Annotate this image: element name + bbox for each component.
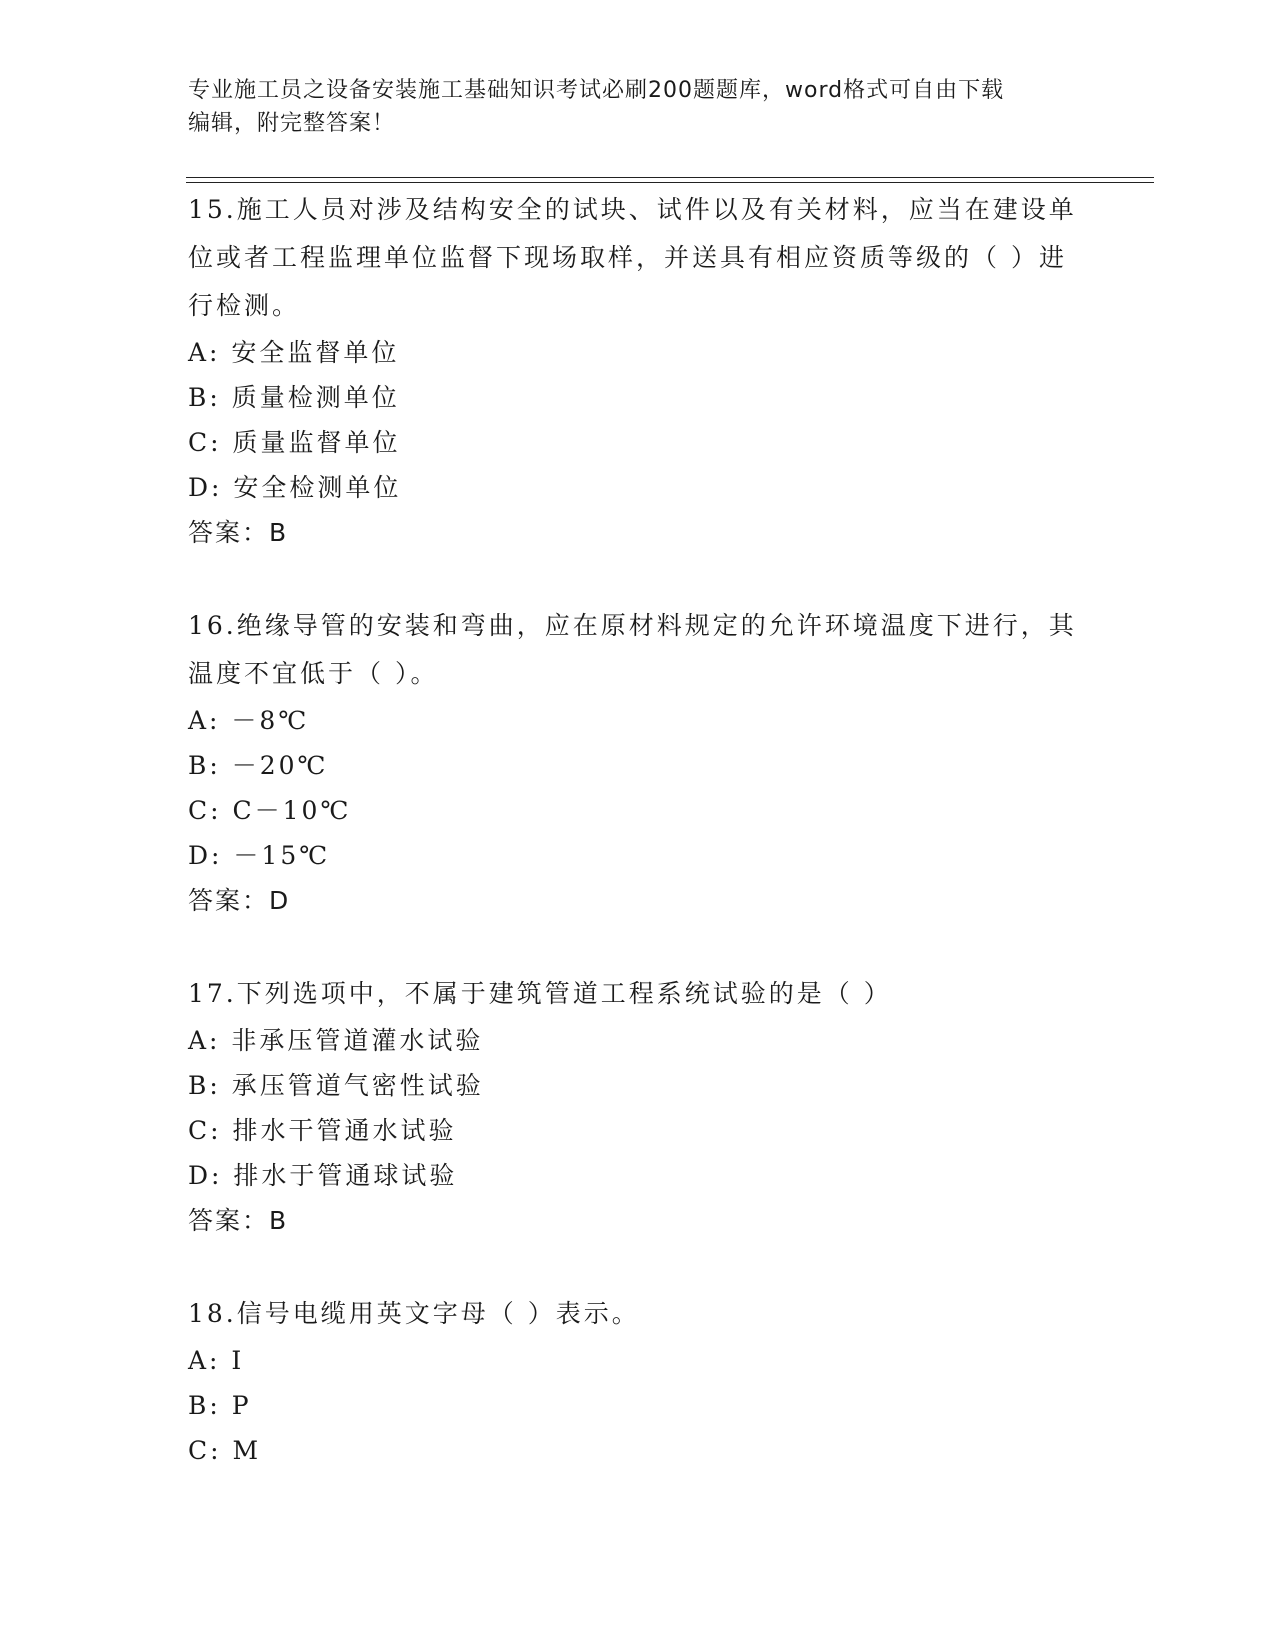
option-d: D: 安全检测单位 — [188, 473, 402, 502]
header-line-1: 专业施工员之设备安装施工基础知识考试必刷200题题库，word格式可自由下载 — [188, 78, 1005, 103]
question-text: 17.下列选项中，不属于建筑管道工程系统试验的是（ ） — [188, 979, 892, 1008]
option-b: B: 承压管道气密性试验 — [188, 1071, 484, 1100]
option-d: D: －15℃ — [188, 841, 331, 870]
option-d: D: 排水于管通球试验 — [188, 1161, 458, 1190]
answer: 答案：D — [188, 886, 291, 915]
option-b: B: 质量检测单位 — [188, 383, 400, 412]
option-c: C: 质量监督单位 — [188, 428, 401, 457]
option-a: A: 安全监督单位 — [188, 338, 400, 367]
question-list — [188, 186, 1088, 1519]
option-b: B: P — [188, 1391, 252, 1420]
header-line-2: 编辑，附完整答案！ — [188, 111, 396, 136]
option-b: B: －20℃ — [188, 751, 329, 780]
option-c: C: C－10℃ — [188, 796, 352, 825]
option-a: A: 非承压管道灌水试验 — [188, 1026, 484, 1055]
answer: 答案：B — [188, 518, 289, 547]
question-text: 16.绝缘导管的安装和弯曲，应在原材料规定的允许环境温度下进行，其温度不宜低于（ ）。 — [188, 611, 1077, 688]
question-text: 18.信号电缆用英文字母（ ）表示。 — [188, 1299, 640, 1328]
document-header — [188, 74, 1088, 140]
answer: 答案：B — [188, 1206, 289, 1235]
option-a: A: －8℃ — [188, 706, 310, 735]
question-17 — [188, 970, 1088, 1244]
question-18 — [188, 1290, 1088, 1473]
question-16 — [188, 602, 1088, 924]
option-a: A: I — [188, 1346, 245, 1375]
header-divider-bottom — [186, 182, 1154, 183]
option-c: C: 排水干管通水试验 — [188, 1116, 457, 1145]
question-15 — [188, 186, 1088, 556]
header-divider-top — [186, 177, 1154, 178]
question-text: 15.施工人员对涉及结构安全的试块、试件以及有关材料，应当在建设单位或者工程监理单位监督下现场取样，并送具有相应资质等级的（ ）进行检测。 — [188, 195, 1077, 320]
option-c: C: M — [188, 1436, 262, 1465]
